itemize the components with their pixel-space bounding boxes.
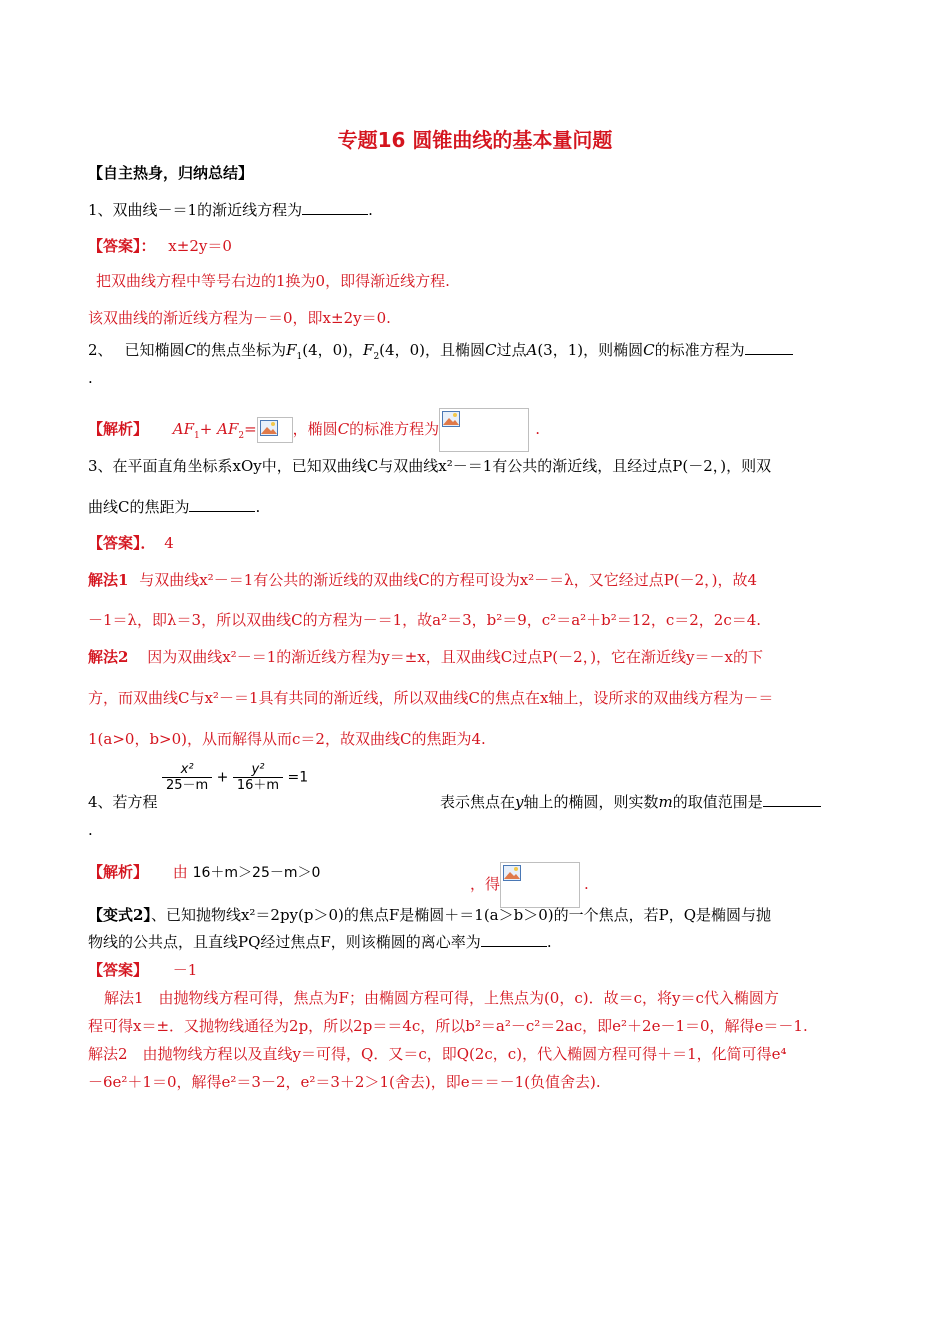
text-run: ，椭圆 bbox=[292, 420, 338, 438]
math-var: C bbox=[337, 420, 350, 438]
question-4-end: . bbox=[88, 821, 93, 839]
variant-label: 【变式2】 bbox=[88, 906, 151, 924]
numerator: x² bbox=[162, 762, 212, 778]
question-2-end: . bbox=[88, 369, 93, 387]
text-run: 轴上的椭圆，则实数 bbox=[523, 793, 659, 811]
text-run: 与双曲线x²－＝1有公共的渐近线的双曲线C的方程可设为x²－＝λ，又它经过点P(－2，)，故4 bbox=[139, 571, 758, 589]
subscript: 2 bbox=[238, 431, 245, 441]
operator: + bbox=[216, 769, 229, 786]
answer-blank bbox=[763, 792, 821, 807]
answer-label: 【答案】： bbox=[88, 237, 156, 255]
answer-blank bbox=[481, 932, 547, 947]
solution-line: －6e²＋1＝0，解得e²＝3－2，e²＝3＋2＞1(舍去)，即e＝＝－1(负值舍去). bbox=[88, 1073, 601, 1091]
variant-2-answer bbox=[88, 960, 197, 980]
text-run: (3，1)，则椭圆 bbox=[537, 341, 644, 359]
math-var: A bbox=[526, 341, 538, 359]
text-run: 的标准方程为 bbox=[654, 341, 745, 359]
fraction-x bbox=[162, 762, 212, 793]
question-1-text: 1、双曲线－＝1的渐近线方程为 bbox=[88, 201, 303, 219]
math-var: C bbox=[643, 341, 655, 359]
solution-label: 解法2 bbox=[88, 648, 129, 666]
analysis-label: 【解析】 bbox=[88, 863, 149, 881]
subscript: 2 bbox=[373, 352, 380, 362]
text-run: 已知椭圆 bbox=[124, 341, 185, 359]
fraction-y bbox=[233, 762, 283, 793]
solution-line: －1＝λ，即λ＝3，所以双曲线C的方程为－＝1，故a²＝3，b²＝9，c²＝a²＋b²＝12，c＝2，2c＝4. bbox=[88, 611, 762, 629]
question-number: 2、 bbox=[88, 341, 113, 359]
answer-label: 【答案】 bbox=[88, 961, 149, 979]
answer-blank bbox=[302, 200, 368, 215]
math-var: y bbox=[515, 793, 524, 811]
text-run: 因为双曲线x²－＝1的渐近线方程为y＝±x，且双曲线C过点P(－2，)，它在渐近线y＝－x的下 bbox=[147, 648, 763, 666]
text-run: (4，0)，且椭圆 bbox=[379, 341, 485, 359]
equation-fraction bbox=[162, 762, 308, 793]
text-run: = bbox=[244, 420, 257, 438]
text-run: 由 bbox=[172, 863, 188, 881]
broken-image-icon bbox=[439, 408, 529, 452]
question-2 bbox=[88, 340, 793, 360]
math-var: F bbox=[286, 341, 297, 359]
broken-image-icon bbox=[500, 862, 580, 908]
text-run: 的标准方程为 bbox=[349, 420, 440, 438]
variant-2-line bbox=[88, 932, 552, 952]
question-4-result bbox=[470, 862, 589, 908]
answer-blank bbox=[745, 340, 793, 355]
text-run: . bbox=[255, 498, 261, 516]
text-run: 表示焦点在 bbox=[440, 793, 516, 811]
question-3-line bbox=[88, 497, 260, 517]
text-run: 曲线C的焦距为 bbox=[88, 498, 190, 516]
text-run: . bbox=[584, 875, 589, 893]
answer-value: 4 bbox=[164, 534, 174, 552]
text-run: . bbox=[546, 933, 552, 951]
subscript: 1 bbox=[194, 431, 200, 441]
text-run: 、已知抛物线x²＝2py(p＞0)的焦点F是椭圆＋＝1(a＞b＞0)的一个焦点，若P，Q是椭圆与抛 bbox=[150, 906, 772, 924]
section-heading: 【自主热身，归纳总结】 bbox=[88, 164, 254, 182]
math-var: AF bbox=[172, 420, 195, 438]
question-4-rest bbox=[440, 792, 821, 812]
analysis-label: 【解析】 bbox=[88, 420, 149, 438]
numerator: y² bbox=[233, 762, 283, 778]
answer-label: 【答案】． bbox=[88, 534, 156, 552]
operator: =1 bbox=[287, 769, 309, 786]
denominator: 16＋m bbox=[236, 778, 280, 793]
question-1-answer bbox=[88, 236, 232, 256]
answer-value: x±2y＝0 bbox=[168, 237, 232, 255]
text-run: 的取值范围是 bbox=[672, 793, 763, 811]
text-run: 的焦点坐标为 bbox=[196, 341, 287, 359]
subscript: 1 bbox=[296, 352, 303, 362]
text-run: 4、若方程 bbox=[88, 793, 158, 811]
broken-image-icon bbox=[257, 417, 293, 443]
solution-label: 解法1 bbox=[88, 571, 129, 589]
answer-blank bbox=[189, 497, 255, 512]
solution-line: 解法2 由抛物线方程以及直线y＝可得，Q．又＝c，即Q(2c，c)，代入椭圆方程可得＋＝1，化简可得e⁴ bbox=[88, 1045, 787, 1063]
question-3-line: 3、在平面直角坐标系xOy中，已知双曲线C与双曲线x²－＝1有公共的渐近线，且经过点P(－2，)，则双 bbox=[88, 457, 772, 475]
variant-2 bbox=[88, 905, 771, 925]
solution-line: 程可得x＝±．又抛物线通径为2p，所以2p＝＝4c，所以b²＝a²－c²＝2ac，即e²＋2e－1＝0，解得e＝－1. bbox=[88, 1017, 808, 1035]
solution-line: 1(a>0，b>0)，从而解得从而c＝2，故双曲线C的焦距为4. bbox=[88, 730, 486, 748]
text-run: 过点 bbox=[496, 341, 527, 359]
text-run: ，得 bbox=[470, 875, 501, 893]
text-run: (4，0)， bbox=[302, 341, 364, 359]
text-run: . bbox=[535, 420, 540, 438]
solution-line bbox=[88, 570, 757, 590]
denominator: 25－m bbox=[166, 778, 209, 793]
math-var: F bbox=[363, 341, 374, 359]
math-var: C bbox=[484, 341, 497, 359]
question-3-answer bbox=[88, 533, 174, 553]
explanation-line: 该双曲线的渐近线方程为－＝0，即x±2y＝0. bbox=[88, 309, 391, 327]
explanation-line: 把双曲线方程中等号右边的1换为0，即得渐近线方程. bbox=[96, 272, 450, 290]
page-title: 专题16 圆锥曲线的基本量问题 bbox=[337, 128, 613, 152]
question-2-analysis bbox=[88, 408, 540, 452]
question-4 bbox=[88, 792, 158, 812]
math-var: m bbox=[658, 793, 673, 811]
text-run: 物线的公共点，且直线PQ经过焦点F，则该椭圆的离心率为 bbox=[88, 933, 481, 951]
solution-line: 解法1 由抛物线方程可得，焦点为F；由椭圆方程可得，上焦点为(0，c)．故＝c，将y＝c代入椭圆方 bbox=[104, 989, 779, 1007]
question-1-end: . bbox=[368, 201, 373, 219]
solution-line bbox=[88, 647, 763, 667]
math-var: + AF bbox=[199, 420, 239, 438]
question-1 bbox=[88, 200, 373, 220]
answer-value: －1 bbox=[172, 961, 198, 979]
math-var: C bbox=[184, 341, 197, 359]
inequality: 16＋m＞25－m＞0 bbox=[192, 865, 321, 881]
solution-line: 方，而双曲线C与x²－＝1具有共同的渐近线，所以双曲线C的焦点在x轴上，设所求的双曲线方程为－＝ bbox=[88, 689, 774, 707]
question-4-analysis bbox=[88, 862, 320, 883]
